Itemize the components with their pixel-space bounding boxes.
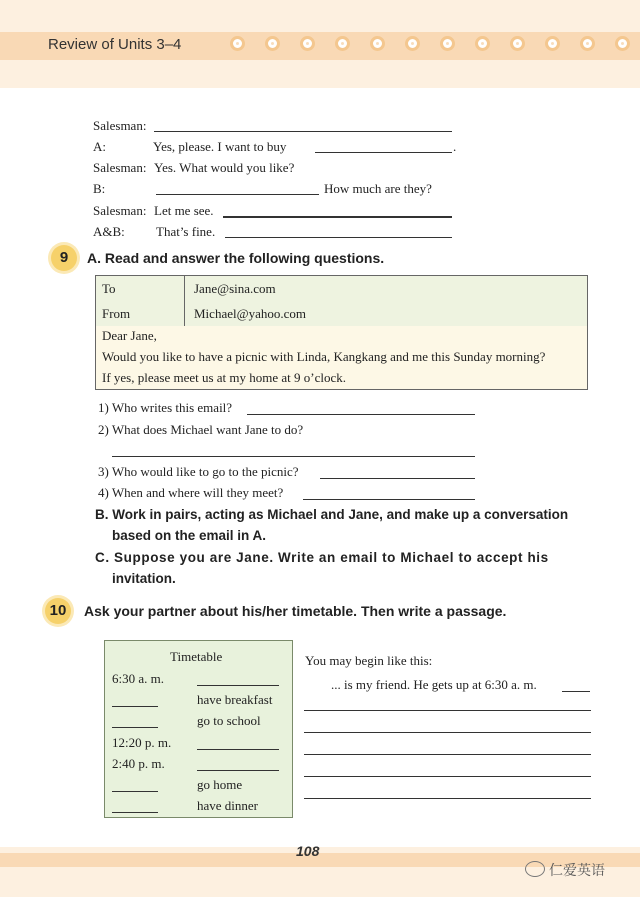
dialog-speaker: B: <box>93 181 106 196</box>
dialog-speaker: A: <box>93 139 106 154</box>
writing-line[interactable] <box>304 798 591 799</box>
timetable-blank[interactable] <box>197 735 279 750</box>
ring-icon <box>405 36 420 51</box>
answer-blank[interactable] <box>225 223 452 238</box>
question: 1) Who writes this email? <box>98 400 233 415</box>
email-to-label: To <box>102 281 116 296</box>
ring-icon <box>615 36 630 51</box>
answer-blank[interactable] <box>156 180 319 195</box>
timetable-activity: go home <box>197 777 243 792</box>
timetable-blank[interactable] <box>112 798 158 813</box>
dialog-speaker: A&B: <box>93 224 125 239</box>
ring-icon <box>335 36 350 51</box>
dialog-speaker: Salesman: <box>93 160 147 175</box>
question: 3) Who would like to go to the picnic? <box>98 464 299 479</box>
ring-icon <box>440 36 455 51</box>
email-line: Dear Jane, <box>102 328 157 343</box>
answer-blank[interactable] <box>223 202 452 218</box>
ring-icon <box>510 36 525 51</box>
email-to-row <box>96 276 587 302</box>
page-number: 108 <box>296 843 320 859</box>
timetable-time: 2:40 p. m. <box>112 756 165 771</box>
dialog-text: Yes. What would you like? <box>154 160 295 175</box>
writing-line[interactable] <box>304 710 591 711</box>
writing-line[interactable] <box>304 776 591 777</box>
email-box <box>95 275 588 390</box>
timetable-blank[interactable] <box>112 713 158 728</box>
answer-blank[interactable] <box>112 442 475 457</box>
section-number-badge: 10 <box>45 598 71 624</box>
writing-line[interactable] <box>304 732 591 733</box>
email-to-value: Jane@sina.com <box>194 281 276 296</box>
answer-blank[interactable] <box>303 485 475 500</box>
begin-text: ... is my friend. He gets up at 6:30 a. m. <box>331 677 537 692</box>
ring-icon <box>475 36 490 51</box>
task-c-continued: invitation. <box>112 571 176 586</box>
email-line: Would you like to have a picnic with Linda, Kangkang and me this Sunday morning? <box>102 349 546 364</box>
writing-line[interactable] <box>562 677 590 692</box>
email-body <box>96 326 587 389</box>
question: 4) When and where will they meet? <box>98 485 284 500</box>
page-title: Review of Units 3–4 <box>48 36 182 53</box>
timetable-time: 6:30 a. m. <box>112 671 164 686</box>
answer-blank[interactable] <box>154 117 452 132</box>
dialog-speaker: Salesman: <box>93 118 147 133</box>
ring-icon <box>265 36 280 51</box>
begin-hint: You may begin like this: <box>305 653 433 668</box>
email-line: If yes, please meet us at my home at 9 o’clock. <box>102 370 347 385</box>
decorative-rings <box>200 30 640 60</box>
section-title: A. Read and answer the following questions. <box>87 250 385 266</box>
email-from-value: Michael@yahoo.com <box>194 306 306 321</box>
section-number-badge: 9 <box>51 245 77 271</box>
answer-blank[interactable] <box>315 138 452 153</box>
section-title: Ask your partner about his/her timetable. Then write a passage. <box>84 603 507 619</box>
timetable-activity: go to school <box>197 713 261 728</box>
answer-blank[interactable] <box>247 400 475 415</box>
timetable-blank[interactable] <box>197 756 279 771</box>
ring-icon <box>580 36 595 51</box>
watermark <box>525 860 605 880</box>
timetable-blank[interactable] <box>112 777 158 792</box>
timetable-heading: Timetable <box>170 649 223 664</box>
timetable-box <box>104 640 293 818</box>
ring-icon <box>300 36 315 51</box>
wechat-icon <box>525 861 545 877</box>
ring-icon <box>230 36 245 51</box>
timetable-blank[interactable] <box>112 692 158 707</box>
page-header <box>0 0 640 88</box>
dialog-speaker: Salesman: <box>93 203 147 218</box>
email-from-label: From <box>102 306 131 321</box>
watermark-text: 仁爱英语 <box>549 863 605 879</box>
timetable-blank[interactable] <box>197 671 279 686</box>
task-b: B. Work in pairs, acting as Michael and Jane, and make up a conversation <box>95 507 569 522</box>
dialog-text: Let me see. <box>154 203 214 218</box>
divider <box>184 276 185 301</box>
ring-icon <box>545 36 560 51</box>
task-c: C. Suppose you are Jane. Write an email to Michael to accept his <box>95 550 549 565</box>
dialog-text: Yes, please. I want to buy <box>153 139 287 154</box>
dialog-text: That’s fine. <box>156 224 216 239</box>
timetable-activity: have dinner <box>197 798 259 813</box>
timetable-activity: have breakfast <box>197 692 273 707</box>
dialog-text: . <box>453 139 457 154</box>
answer-blank[interactable] <box>320 464 475 479</box>
email-from-row <box>96 301 587 327</box>
task-b-continued: based on the email in A. <box>112 528 267 543</box>
writing-line[interactable] <box>304 754 591 755</box>
divider <box>184 301 185 326</box>
question: 2) What does Michael want Jane to do? <box>98 422 304 437</box>
ring-icon <box>370 36 385 51</box>
timetable-time: 12:20 p. m. <box>112 735 172 750</box>
dialog-text: How much are they? <box>324 181 432 196</box>
